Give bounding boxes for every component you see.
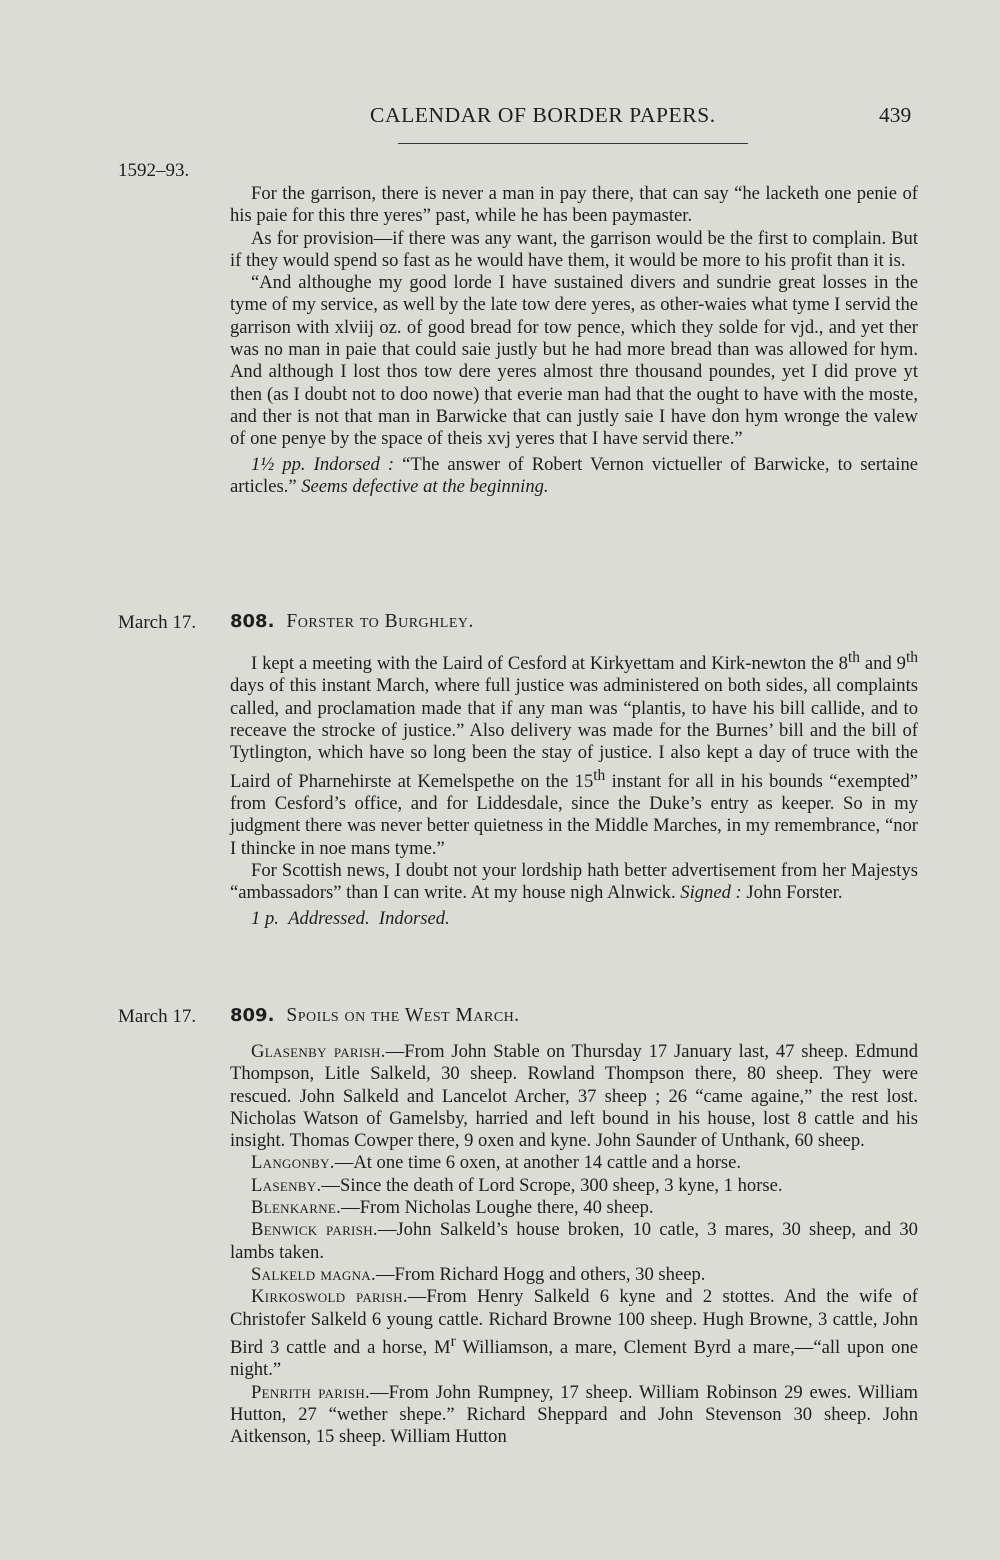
entry-number: 809.: [230, 1005, 275, 1026]
page-count: 1½ pp.: [251, 453, 306, 475]
text-run: Williamson, a mare, Clement Byrd a mare,—“all upon one night.”: [230, 1337, 918, 1381]
spoils-entry: [230, 1264, 918, 1286]
place-name: Blenkarne.: [251, 1197, 342, 1219]
editorial-note: Seems defective at the beginning.: [301, 475, 549, 497]
text-run: instant for all in his bounds “exempted” from Cesford’s office, and for Liddesdale, since the Duke’s entry as keeper. So in my judgment there was never better quietness in the Middle Marches, in my remembrance, “nor I thincke in noe mans tyme.”: [230, 770, 918, 859]
page-number: 439: [879, 103, 912, 127]
page-count: 1 p.: [251, 907, 279, 929]
signed-label: Signed :: [680, 882, 742, 904]
place-name: Salkeld magna.: [251, 1263, 376, 1285]
vernon-answer-text: [230, 183, 918, 498]
margin-date-809: March 17.: [118, 1006, 197, 1027]
superscript: th: [593, 766, 606, 784]
margin-date-1592: 1592–93.: [118, 160, 190, 181]
paragraph: As for provision—if there was any want, the garrison would be the first to complain. But if they would spend so fast as he would have them, it would be more to his profit than it is.: [230, 227, 918, 271]
superscript: th: [847, 649, 861, 666]
paragraph: [230, 647, 918, 860]
running-title: CALENDAR OF BORDER PAPERS.: [370, 103, 716, 127]
text-run: —From John Stable on Thursday 17 January last, 47 sheep. Edmund Thompson, Litle Salkeld, 30 sheep. Rowland Thompson there, 80 sheep. They were rescued. John Salkeld and Lancelot Archer, 37 sheep ; 26 “came againe,” the rest lost. Nicholas Watson of Gamelsby, harried and left bound in his house, lost 8 cattle and his insight. Thomas Cowper there, 9 oxen and kyne. John Saunder of Unthank, 60 sheep.: [230, 1041, 918, 1152]
endorsement-line: [230, 454, 918, 499]
indorsed-label: Indorsed :: [313, 453, 395, 475]
text-run: and 9: [860, 653, 906, 675]
text-run: —From Nicholas Loughe there, 40 sheep.: [341, 1197, 654, 1219]
text-run: —From Richard Hogg and others, 30 sheep.: [375, 1263, 706, 1285]
spoils-entry: [230, 1175, 918, 1197]
spoils-entry: [230, 1219, 918, 1264]
text-run: —From John Rumpney, 17 sheep. William Robinson 29 ewes. William Hutton, 27 “wether shepe.” Richard Sheppard and John Stevenson 30 sheep. John Aitkenson, 15 sheep. William Hutton: [230, 1381, 918, 1448]
place-name: Kirkoswold parish.: [251, 1286, 408, 1308]
header-rule: [398, 143, 748, 144]
spoils-entry: [230, 1197, 918, 1219]
signatory: John Forster.: [746, 882, 843, 904]
entry-heading-809: [230, 1005, 520, 1027]
place-name: Glasenby parish.: [251, 1041, 386, 1062]
text-run: I kept a meeting with the Laird of Cesford at Kirkyettam and Kirk-newton the 8: [251, 653, 848, 675]
entry-number: 808.: [230, 611, 275, 632]
addressed-note: Addressed.: [288, 907, 370, 929]
text-run: —From Henry Salkeld 6 kyne and 2 stottes. And the wife of Christofer Salkeld 6 young cattle. Richard Browne 100 sheep. Hugh Browne, 3 cattle, John Bird 3 cattle and a horse, M: [230, 1286, 918, 1359]
text-run: days of this instant March, where full justice was administered on both sides, all complaints called, and proclamation made that if any man was “plantis, to have his bill callide, and to receave the strocke of justice.” Also delivery was made for the Burnes’ bill and the bill of Tytlington, which have so long been the stay of justice. I also kept a day of truce with the Laird of Pharnehirste at Kemelspethe on the 15: [230, 675, 918, 792]
endorsement-line: [230, 908, 918, 930]
entry-title: Spoils on the West March.: [286, 1005, 520, 1026]
indorsement-text: “The answer of Robert Vernon victueller of Barwicke, to sertaine articles.”: [230, 453, 919, 497]
entry-heading-808: [230, 611, 474, 633]
forster-letter-text: [230, 647, 918, 930]
text-run: —John Salkeld’s house broken, 10 catle, 3 mares, 30 sheep, and 30 lambs taken.: [230, 1219, 918, 1263]
spoils-list-text: [230, 1041, 918, 1449]
place-name: Penrith parish.: [251, 1381, 370, 1403]
paragraph: For the garrison, there is never a man in pay there, that can say “he lacketh one penie of his paie for this thre yeres” past, while he has been paymaster.: [230, 183, 918, 227]
text-run: For Scottish news, I doubt not your lordship hath better advertisement from her Majestys “ambassadors” than I can write. At my house nigh Alnwick.: [230, 860, 918, 904]
place-name: Lasenby.: [251, 1174, 322, 1196]
place-name: Langonby.: [251, 1152, 335, 1174]
place-name: Benwick parish.: [251, 1219, 378, 1241]
spoils-entry: [230, 1152, 918, 1174]
text-run: —At one time 6 oxen, at another 14 cattle and a horse.: [334, 1152, 742, 1174]
text-run: —Since the death of Lord Scrope, 300 sheep, 3 kyne, 1 horse.: [321, 1174, 783, 1196]
paragraph: [230, 860, 918, 905]
spoils-entry: [230, 1041, 918, 1152]
paragraph: “And althoughe my good lorde I have sustained divers and sundrie great losses in the tyme of my service, as well by the late tow dere yeres, as other-waies what tyme I servid the garrison with xlviij oz. of good bread for tow pence, which they solde for vjd., and yet ther was no man in paie that could saie justly but he had more bread than was allowed for hym. And although I lost thos tow dere yeres almost thre thousand poundes, yet I did prove yt then (as I doubt not to doo nowe) that everie man had that the ought to have with the moste, and ther is not that man in Barwicke that can justly saie I have don hym wronge the valew of one penye by the space of theis xvj yeres that I have servid there.”: [230, 272, 918, 450]
superscript: th: [905, 649, 918, 666]
spoils-entry: [230, 1286, 918, 1381]
margin-date-808: March 17.: [118, 612, 197, 633]
superscript: r: [450, 1332, 456, 1350]
indorsed-note: Indorsed.: [378, 907, 450, 929]
entry-title: Forster to Burghley.: [286, 611, 474, 632]
spoils-entry: [230, 1382, 918, 1449]
